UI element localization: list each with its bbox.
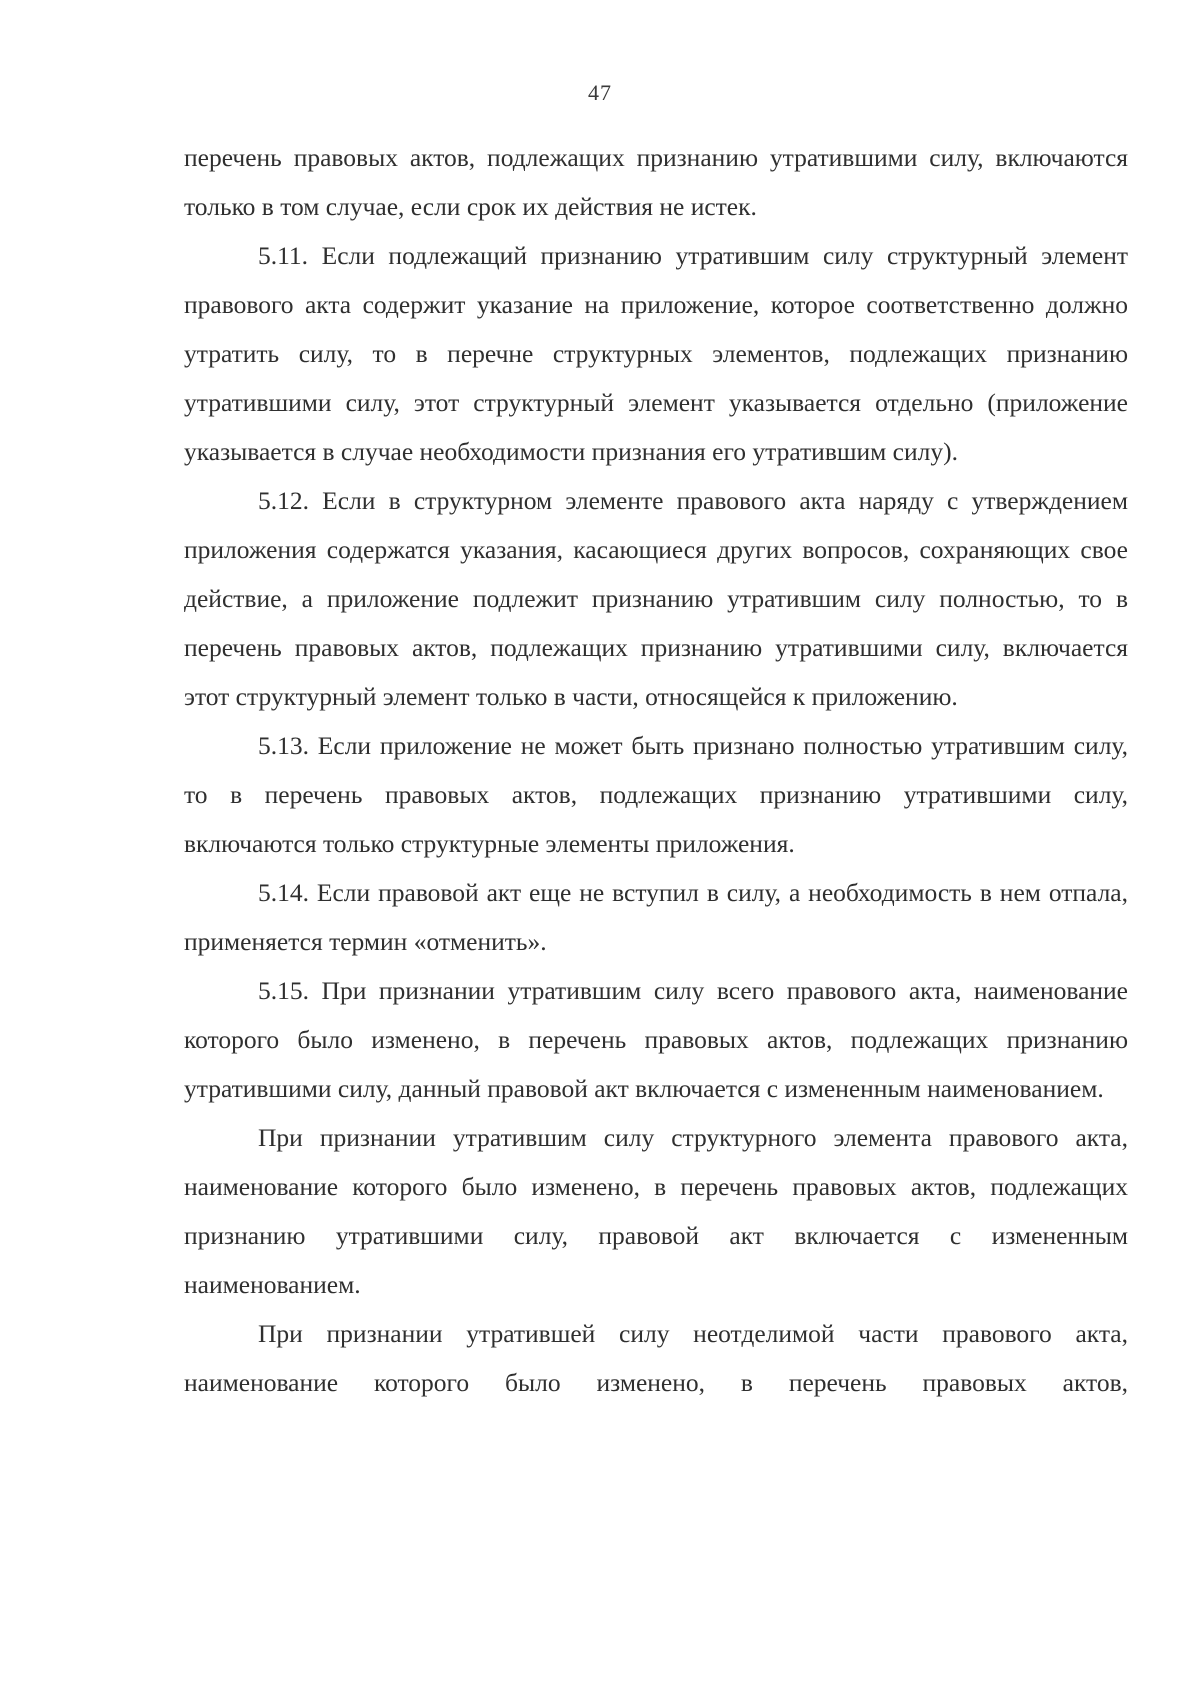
paragraph-inseparable-part: При признании утратившей силу неотделимой части правового акта, наименование которого было изменено, в перечень правовых актов, bbox=[184, 1319, 1128, 1397]
document-body bbox=[184, 133, 1128, 1407]
paragraph-5-11: 5.11. Если подлежащий признанию утратившим силу структурный элемент правового акта содержит указание на приложение, которое соответственно должно утратить силу, то в перечне структурных элементов, подлежащих признанию утратившими силу, этот структурный элемент указывается отдельно (приложение указывается в случае необходимости признания его утратившим силу). bbox=[184, 241, 1128, 466]
paragraph-5-15: 5.15. При признании утратившим силу всего правового акта, наименование которого было изменено, в перечень правовых актов, подлежащих признанию утратившими силу, данный правовой акт включается с измененным наименованием. bbox=[184, 976, 1128, 1103]
paragraph-continuation: перечень правовых актов, подлежащих признанию утратившими силу, включаются только в том случае, если срок их действия не истек. bbox=[184, 143, 1128, 221]
page-number: 47 bbox=[588, 80, 612, 105]
paragraph-5-13: 5.13. Если приложение не может быть признано полностью утратившим силу, то в перечень правовых актов, подлежащих признанию утратившими силу, включаются только структурные элементы приложения. bbox=[184, 731, 1128, 858]
paragraph-structural-element: При признании утратившим силу структурного элемента правового акта, наименование которого было изменено, в перечень правовых актов, подлежащих признанию утратившими силу, правовой акт включается с измененным наименованием. bbox=[184, 1123, 1128, 1299]
paragraph-5-14: 5.14. Если правовой акт еще не вступил в силу, а необходимость в нем отпала, применяется термин «отменить». bbox=[184, 878, 1128, 956]
paragraph-5-12: 5.12. Если в структурном элементе правового акта наряду с утверждением приложения содержатся указания, касающиеся других вопросов, сохраняющих свое действие, а приложение подлежит признанию утратившим силу полностью, то в перечень правовых актов, подлежащих признанию утратившими силу, включается этот структурный элемент только в части, относящейся к приложению. bbox=[184, 486, 1128, 711]
